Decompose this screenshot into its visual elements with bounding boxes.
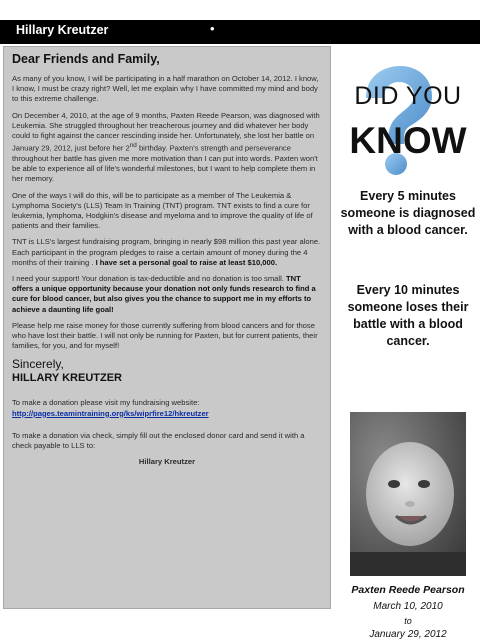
photo-caption-born: March 10, 2010	[373, 601, 443, 612]
header-bar	[0, 20, 480, 44]
fact-diagnosed: Every 5 minutes someone is diagnosed with a blood cancer.	[340, 189, 476, 237]
know-heading: KNOW	[349, 120, 467, 161]
did-you-know-panel	[336, 46, 480, 640]
paragraph-intro: As many of you know, I will be participating in a half marathon on October 14, 2012. I know, I know, I must be crazy right? Well, let me explain why I have committed my mind and body to this extreme challenge.	[12, 74, 319, 104]
header-bullet: •	[210, 21, 215, 36]
child-photo	[350, 412, 466, 576]
paragraph-support	[12, 274, 322, 315]
paragraph-check: To make a donation via check, simply fill out the enclosed donor card and send it with a check payable to LLS to:	[12, 430, 305, 451]
story-superscript: nd	[129, 142, 137, 150]
greeting: Dear Friends and Family,	[12, 52, 160, 66]
signature: HILLARY KREUTZER	[12, 372, 122, 385]
photo-caption-to: to	[404, 616, 412, 626]
mail-to-name: Hillary Kreutzer	[138, 457, 196, 467]
letter-panel	[3, 46, 331, 609]
fundraising-goal: I have set a personal goal to raise at least $10,000.	[95, 257, 278, 267]
fundraising-link[interactable]: http://pages.teamintraining.org/ks/wiprfire12/hkreutzer	[12, 408, 209, 418]
photo-caption-died: January 29, 2012	[369, 629, 447, 640]
header-name: Hillary Kreutzer	[16, 23, 109, 37]
photo-caption-name: Paxten Reede Pearson	[351, 584, 465, 596]
paragraph-program: One of the ways I will do this, will be to participate as a member of The Leukemia & Lymphoma Society's (LLS) Team In Training (TNT) program. TNT exists to find a cure for leukemia, lymphoma, Hodgkin's disease and myeloma and to improve the quality of life of patients and their families.	[12, 190, 313, 231]
website-text: To make a donation please visit my fundraising website:	[12, 398, 200, 408]
paragraph-fundraising	[12, 237, 322, 268]
story-text-a: On December 4, 2010, at the age of 9 months, Paxten Reede Pearson, was diagnosed with Leukemia. She struggled throughout her treacherous journey and did whatever her body could to fight against the cancer rescinding inside her. Unfortunately, she lost her battle on January 29, 2012, just before her 2	[12, 110, 320, 153]
support-emphasis: TNT offers a unique opportunity because your donation not only funds research to find a cure for blood cancer, but also gives you the chance to support me in my efforts to achieve a daunting life goal!	[12, 273, 316, 314]
closing: Sincerely,	[12, 357, 64, 372]
paragraph-website	[12, 398, 322, 418]
did-you-heading: DID YOU	[354, 82, 462, 110]
fundraising-text: TNT is LLS's largest fundraising program, bringing in nearly $98 million this past year alone. Each participant in the program pledges to raise a certain amount of money during the 4 months of their training .	[12, 237, 321, 267]
paragraph-help: Please help me raise money for those currently suffering from blood cancers and for those who have lost their battle. I will not only be running for Paxten, but for current patients, their families, for you, and for myself!	[12, 320, 318, 351]
fact-loses-battle: Every 10 minutes someone loses their battle with a blood cancer.	[347, 283, 469, 348]
paragraph-story	[12, 111, 322, 185]
support-text: I need your support! Your donation is tax-deductible and no donation is too small.	[12, 273, 286, 283]
story-text-b: birthday. Paxten's strength and perseverance throughout her battle has given me more motivation than I can put into words. Paxten won't be able to experience all of life's wonderful milestones, but I want to help complete them in her memory.	[12, 143, 318, 184]
